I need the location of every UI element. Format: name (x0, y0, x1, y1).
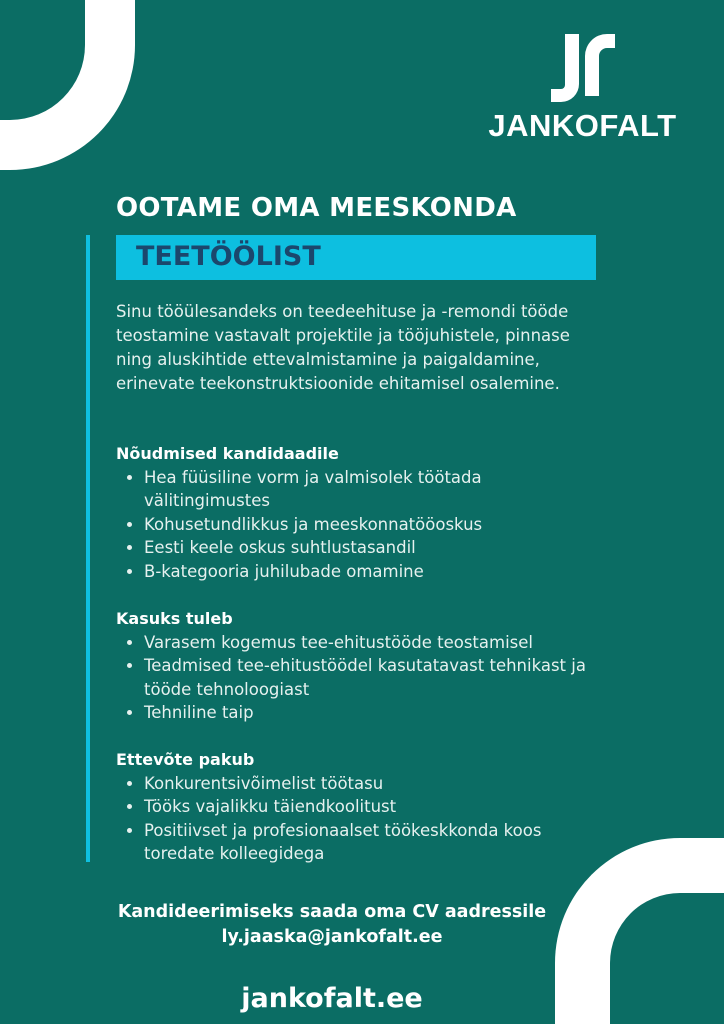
section-advantages (116, 607, 596, 725)
list-item: • Tööks vajalikku täiendkoolitust (144, 795, 596, 819)
section-title: Kasuks tuleb (116, 609, 233, 628)
list-item: • Konkurentsivõimelist töötasu (144, 772, 596, 796)
apply-info (0, 900, 664, 950)
company-logo (485, 34, 680, 144)
apply-text: Kandideerimiseks saada oma CV aadressile (117, 902, 547, 922)
section-offer (116, 748, 596, 866)
accent-line (86, 235, 90, 862)
list-item: • B-kategooria juhilubade omamine (144, 560, 596, 584)
list-item: • Positiivset ja profesionaalset töökeskkonda koos toredate kolleegidega (144, 819, 596, 866)
section-requirements (116, 442, 596, 583)
position-title: TEETÖÖLIST (136, 241, 321, 272)
list-item: • Hea füüsiline vorm ja valmisolek töötada välitingimustes (144, 466, 596, 513)
section-title: Nõudmised kandidaadile (116, 444, 339, 463)
list-item: • Tehniline taip (144, 701, 596, 725)
page-title: OOTAME OMA MEESKONDA (116, 193, 517, 223)
section-title: Ettevõte pakub (116, 750, 255, 769)
apply-email-link[interactable]: ly.jaaska@jankofalt.ee (221, 927, 443, 947)
decorative-corner-top-left (0, 0, 135, 170)
job-description: Sinu tööülesandeks on teedeehituse ja -remondi tööde teostamine vastavalt projektile ja tööjuhistele, pinnase ning aluskihtide ettevalmistamine ja paigaldamine, erinevate teekonstruktsioonide ehitamisel osalemine. (116, 302, 570, 393)
jankofalt-logo-icon (551, 34, 615, 104)
website-link[interactable]: jankofalt.ee (241, 983, 423, 1014)
logo-wordmark: JANKOFALT (488, 108, 677, 143)
list-item: • Eesti keele oskus suhtlustasandil (144, 536, 596, 560)
list-item: • Kohusetundlikkus ja meeskonnatööoskus (144, 513, 596, 537)
list-item: • Varasem kogemus tee-ehitustööde teostamisel (144, 631, 596, 655)
list-item: • Teadmised tee-ehitustöödel kasutatavast tehnikast ja tööde tehnoloogiast (144, 654, 596, 701)
position-banner (116, 235, 596, 280)
